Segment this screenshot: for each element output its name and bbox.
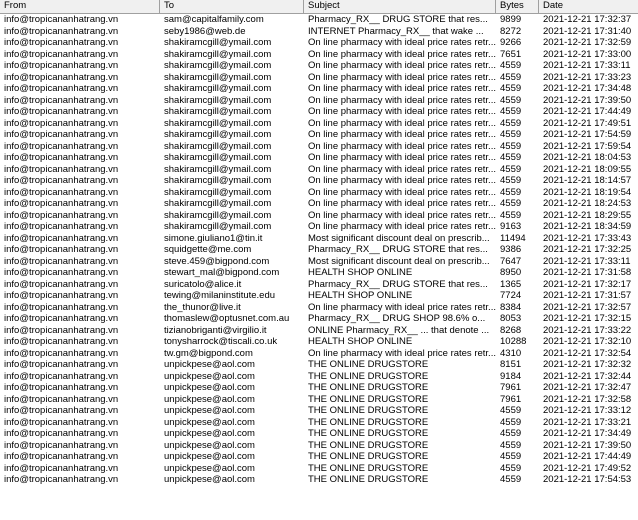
cell-subject: ONLINE Pharmacy_RX__ ... that denote ... (308, 324, 490, 336)
cell-subject: THE ONLINE DRUGSTORE (308, 382, 429, 393)
cell-to: unpickpese@aol.com (164, 382, 255, 393)
cell-date: 2021-12-21 17:33:21 (543, 416, 632, 428)
table-row[interactable] (0, 440, 638, 452)
table-row[interactable] (0, 382, 638, 394)
cell-subject: On line pharmacy with ideal price rates retr... (308, 221, 496, 232)
cell-subject: On line pharmacy with ideal price rates retr... (308, 186, 496, 198)
cell-to: unpickpese@aol.com (164, 359, 255, 370)
cell-subject: THE ONLINE DRUGSTORE (308, 393, 429, 405)
cell-to: shakiramcgill@ymail.com (164, 186, 272, 198)
table-row[interactable] (0, 60, 638, 72)
cell-to: shakiramcgill@ymail.com (164, 60, 272, 71)
table-row[interactable] (0, 141, 638, 153)
cell-bytes: 4559 (500, 129, 522, 140)
cell-to: shakiramcgill@ymail.com (164, 83, 272, 94)
cell-to: shakiramcgill@ymail.com (164, 152, 272, 163)
cell-from: info@tropicananhatrang.vn (4, 14, 119, 25)
table-row[interactable] (0, 118, 638, 130)
table-row[interactable] (0, 26, 638, 38)
cell-to: unpickpese@aol.com (164, 416, 255, 428)
cell-bytes: 8151 (500, 359, 522, 370)
cell-subject: THE ONLINE DRUGSTORE (308, 439, 429, 451)
table-row[interactable] (0, 313, 638, 325)
cell-date: 2021-12-21 17:34:49 (543, 428, 632, 439)
cell-to: unpickpese@aol.com (164, 451, 255, 462)
cell-from: info@tropicananhatrang.vn (4, 347, 119, 359)
cell-date: 2021-12-21 17:32:54 (543, 347, 632, 359)
cell-date: 2021-12-21 17:44:49 (543, 451, 632, 462)
cell-date: 2021-12-21 17:32:37 (543, 14, 632, 25)
cell-subject: On line pharmacy with ideal price rates retr... (308, 83, 496, 94)
cell-date: 2021-12-21 17:31:57 (543, 290, 632, 301)
cell-bytes: 9266 (500, 37, 522, 48)
cell-to: shakiramcgill@ymail.com (164, 198, 272, 209)
table-row[interactable] (0, 72, 638, 84)
cell-from: info@tropicananhatrang.vn (4, 25, 119, 37)
table-row[interactable] (0, 267, 638, 279)
cell-from: info@tropicananhatrang.vn (4, 175, 119, 186)
cell-subject: On line pharmacy with ideal price rates retr... (308, 117, 496, 129)
cell-subject: THE ONLINE DRUGSTORE (308, 370, 429, 382)
cell-from: info@tropicananhatrang.vn (4, 393, 119, 405)
cell-to: tw.gm@bigpond.com (164, 347, 253, 359)
cell-subject: Pharmacy_RX__ DRUG STORE that res... (308, 14, 488, 25)
cell-date: 2021-12-21 17:32:57 (543, 301, 632, 313)
cell-to: shakiramcgill@ymail.com (164, 48, 272, 60)
cell-from: info@tropicananhatrang.vn (4, 290, 119, 301)
cell-to: tewing@milaninstitute.edu (164, 290, 276, 301)
cell-bytes: 4559 (500, 60, 522, 71)
cell-bytes: 7961 (500, 393, 522, 405)
table-row[interactable] (0, 14, 638, 26)
cell-to: suricatolo@alice.it (164, 278, 242, 290)
cell-from: info@tropicananhatrang.vn (4, 163, 119, 175)
cell-date: 2021-12-21 18:04:53 (543, 152, 632, 163)
cell-to: shakiramcgill@ymail.com (164, 140, 272, 152)
cell-date: 2021-12-21 17:32:17 (543, 278, 632, 290)
cell-to: sam@capitalfamily.com (164, 14, 264, 25)
cell-from: info@tropicananhatrang.vn (4, 140, 119, 152)
cell-to: shakiramcgill@ymail.com (164, 106, 272, 117)
cell-bytes: 4559 (500, 175, 522, 186)
table-row[interactable] (0, 244, 638, 256)
cell-subject: Pharmacy_RX__ DRUG STORE that res... (308, 244, 488, 255)
table-row[interactable] (0, 417, 638, 429)
cell-to: steve.459@bigpond.com (164, 255, 270, 267)
cell-subject: On line pharmacy with ideal price rates retr... (308, 60, 496, 71)
cell-date: 2021-12-21 17:54:59 (543, 129, 632, 140)
table-row[interactable] (0, 187, 638, 199)
cell-to: shakiramcgill@ymail.com (164, 37, 272, 48)
cell-bytes: 4559 (500, 198, 522, 209)
cell-bytes: 7651 (500, 48, 522, 60)
cell-date: 2021-12-21 18:14:57 (543, 175, 632, 186)
cell-bytes: 7724 (500, 290, 522, 301)
cell-to: unpickpese@aol.com (164, 474, 255, 485)
cell-subject: On line pharmacy with ideal price rates retr... (308, 175, 496, 186)
table-row[interactable] (0, 129, 638, 141)
cell-subject: Pharmacy_RX__ DRUG SHOP 98.6% o... (308, 313, 486, 324)
cell-from: info@tropicananhatrang.vn (4, 152, 119, 163)
cell-subject: THE ONLINE DRUGSTORE (308, 428, 429, 439)
cell-date: 2021-12-21 17:33:23 (543, 71, 632, 83)
cell-bytes: 9899 (500, 14, 522, 25)
table-row[interactable] (0, 106, 638, 118)
cell-bytes: 8384 (500, 301, 522, 313)
cell-subject: On line pharmacy with ideal price rates retr... (308, 106, 496, 117)
cell-from: info@tropicananhatrang.vn (4, 451, 119, 462)
cell-date: 2021-12-21 17:44:49 (543, 106, 632, 117)
table-row[interactable] (0, 371, 638, 383)
cell-from: info@tropicananhatrang.vn (4, 60, 119, 71)
cell-bytes: 4559 (500, 209, 522, 221)
cell-bytes: 10288 (500, 336, 527, 347)
cell-to: the_thunor@live.it (164, 301, 241, 313)
cell-from: info@tropicananhatrang.vn (4, 255, 119, 267)
table-row[interactable] (0, 175, 638, 187)
cell-to: shakiramcgill@ymail.com (164, 175, 272, 186)
cell-to: stewart_mal@bigpond.com (164, 267, 280, 278)
cell-bytes: 4559 (500, 71, 522, 83)
table-row[interactable] (0, 233, 638, 245)
cell-from: info@tropicananhatrang.vn (4, 221, 119, 232)
cell-to: unpickpese@aol.com (164, 462, 255, 474)
cell-from: info@tropicananhatrang.vn (4, 267, 119, 278)
table-row[interactable] (0, 37, 638, 49)
cell-bytes: 4559 (500, 106, 522, 117)
cell-date: 2021-12-21 17:33:12 (543, 405, 632, 416)
cell-from: info@tropicananhatrang.vn (4, 83, 119, 94)
cell-from: info@tropicananhatrang.vn (4, 359, 119, 370)
table-row[interactable] (0, 279, 638, 291)
list-body (0, 14, 638, 486)
table-row[interactable] (0, 83, 638, 95)
table-row[interactable] (0, 49, 638, 61)
cell-subject: On line pharmacy with ideal price rates retr... (308, 37, 496, 48)
list-header (0, 0, 638, 14)
cell-date: 2021-12-21 18:19:54 (543, 186, 632, 198)
cell-date: 2021-12-21 17:32:32 (543, 359, 632, 370)
table-row[interactable] (0, 164, 638, 176)
cell-date: 2021-12-21 17:31:58 (543, 267, 632, 278)
cell-subject: INTERNET Pharmacy_RX__ that wake ... (308, 25, 484, 37)
cell-bytes: 9184 (500, 370, 522, 382)
cell-subject: THE ONLINE DRUGSTORE (308, 451, 429, 462)
cell-bytes: 4559 (500, 94, 522, 106)
table-row[interactable] (0, 210, 638, 222)
cell-date: 2021-12-21 17:32:58 (543, 393, 632, 405)
cell-from: info@tropicananhatrang.vn (4, 129, 119, 140)
cell-bytes: 9163 (500, 221, 522, 232)
cell-subject: Most significant discount deal on prescrib... (308, 232, 490, 244)
cell-bytes: 4559 (500, 117, 522, 129)
cell-from: info@tropicananhatrang.vn (4, 428, 119, 439)
cell-date: 2021-12-21 17:32:59 (543, 37, 632, 48)
cell-bytes: 4559 (500, 462, 522, 474)
table-row[interactable] (0, 474, 638, 486)
cell-bytes: 4559 (500, 152, 522, 163)
cell-to: unpickpese@aol.com (164, 405, 255, 416)
cell-bytes: 4559 (500, 163, 522, 175)
cell-bytes: 4559 (500, 83, 522, 94)
cell-from: info@tropicananhatrang.vn (4, 37, 119, 48)
cell-from: info@tropicananhatrang.vn (4, 405, 119, 416)
column-header-subject[interactable]: Subject (304, 0, 496, 13)
cell-bytes: 8268 (500, 324, 522, 336)
cell-bytes: 8272 (500, 25, 522, 37)
table-row[interactable] (0, 221, 638, 233)
cell-to: shakiramcgill@ymail.com (164, 209, 272, 221)
cell-bytes: 4559 (500, 439, 522, 451)
cell-to: seby1986@web.de (164, 25, 246, 37)
cell-subject: On line pharmacy with ideal price rates retr... (308, 347, 496, 359)
cell-from: info@tropicananhatrang.vn (4, 186, 119, 198)
cell-date: 2021-12-21 17:31:40 (543, 25, 632, 37)
cell-bytes: 11494 (500, 232, 526, 244)
cell-from: info@tropicananhatrang.vn (4, 209, 119, 221)
cell-to: shakiramcgill@ymail.com (164, 221, 272, 232)
cell-date: 2021-12-21 17:33:22 (543, 324, 632, 336)
cell-bytes: 4559 (500, 405, 522, 416)
cell-from: info@tropicananhatrang.vn (4, 232, 119, 244)
cell-to: thomaslew@optusnet.com.au (164, 313, 290, 324)
table-row[interactable] (0, 394, 638, 406)
cell-date: 2021-12-21 17:32:25 (543, 244, 632, 255)
cell-from: info@tropicananhatrang.vn (4, 117, 119, 129)
cell-to: unpickpese@aol.com (164, 428, 255, 439)
cell-date: 2021-12-21 17:33:43 (543, 232, 632, 244)
cell-from: info@tropicananhatrang.vn (4, 370, 119, 382)
cell-subject: THE ONLINE DRUGSTORE (308, 474, 429, 485)
cell-to: squidgette@me.com (164, 244, 252, 255)
cell-date: 2021-12-21 17:33:00 (543, 48, 632, 60)
cell-date: 2021-12-21 17:49:52 (543, 462, 632, 474)
cell-to: shakiramcgill@ymail.com (164, 117, 272, 129)
cell-bytes: 8053 (500, 313, 522, 324)
cell-from: info@tropicananhatrang.vn (4, 416, 119, 428)
cell-to: shakiramcgill@ymail.com (164, 71, 272, 83)
cell-from: info@tropicananhatrang.vn (4, 244, 119, 255)
cell-subject: On line pharmacy with ideal price rates retr... (308, 152, 496, 163)
cell-date: 2021-12-21 17:59:54 (543, 140, 632, 152)
table-row[interactable] (0, 428, 638, 440)
cell-to: unpickpese@aol.com (164, 439, 255, 451)
cell-subject: On line pharmacy with ideal price rates retr... (308, 48, 496, 60)
cell-subject: HEALTH SHOP ONLINE (308, 336, 413, 347)
cell-subject: On line pharmacy with ideal price rates retr... (308, 129, 496, 140)
table-row[interactable] (0, 95, 638, 107)
cell-date: 2021-12-21 17:34:48 (543, 83, 632, 94)
cell-bytes: 7961 (500, 382, 522, 393)
cell-bytes: 4559 (500, 451, 522, 462)
cell-from: info@tropicananhatrang.vn (4, 71, 119, 83)
table-row[interactable] (0, 198, 638, 210)
table-row[interactable] (0, 348, 638, 360)
cell-to: tonysharrock@tiscali.co.uk (164, 336, 278, 347)
table-row[interactable] (0, 359, 638, 371)
cell-date: 2021-12-21 17:32:47 (543, 382, 632, 393)
cell-from: info@tropicananhatrang.vn (4, 278, 119, 290)
table-row[interactable] (0, 302, 638, 314)
cell-date: 2021-12-21 17:49:51 (543, 117, 632, 129)
column-header-from[interactable]: From (0, 0, 160, 13)
cell-from: info@tropicananhatrang.vn (4, 106, 119, 117)
cell-subject: On line pharmacy with ideal price rates retr... (308, 140, 496, 152)
cell-to: tizianobriganti@virgilio.it (164, 324, 267, 336)
cell-subject: On line pharmacy with ideal price rates retr... (308, 209, 496, 221)
cell-date: 2021-12-21 17:39:50 (543, 439, 632, 451)
table-row[interactable] (0, 405, 638, 417)
cell-subject: THE ONLINE DRUGSTORE (308, 359, 429, 370)
cell-to: shakiramcgill@ymail.com (164, 129, 272, 140)
cell-from: info@tropicananhatrang.vn (4, 462, 119, 474)
cell-subject: THE ONLINE DRUGSTORE (308, 405, 429, 416)
cell-subject: Pharmacy_RX__ DRUG STORE that res... (308, 278, 488, 290)
cell-from: info@tropicananhatrang.vn (4, 313, 119, 324)
cell-subject: On line pharmacy with ideal price rates retr... (308, 94, 496, 106)
cell-to: unpickpese@aol.com (164, 370, 255, 382)
table-row[interactable] (0, 336, 638, 348)
cell-subject: On line pharmacy with ideal price rates retr... (308, 163, 496, 175)
cell-from: info@tropicananhatrang.vn (4, 48, 119, 60)
cell-to: shakiramcgill@ymail.com (164, 94, 272, 106)
table-row[interactable] (0, 290, 638, 302)
table-row[interactable] (0, 256, 638, 268)
column-header-date[interactable]: Date (543, 0, 564, 11)
column-header-bytes[interactable]: Bytes (496, 0, 539, 13)
cell-bytes: 4310 (500, 347, 522, 359)
cell-from: info@tropicananhatrang.vn (4, 336, 119, 347)
cell-bytes: 7647 (500, 255, 522, 267)
cell-subject: THE ONLINE DRUGSTORE (308, 462, 429, 474)
table-row[interactable] (0, 463, 638, 475)
cell-from: info@tropicananhatrang.vn (4, 94, 119, 106)
cell-from: info@tropicananhatrang.vn (4, 439, 119, 451)
cell-bytes: 9386 (500, 244, 522, 255)
cell-date: 2021-12-21 18:09:55 (543, 163, 632, 175)
cell-date: 2021-12-21 17:39:50 (543, 94, 632, 106)
cell-subject: HEALTH SHOP ONLINE (308, 290, 413, 301)
cell-date: 2021-12-21 17:32:44 (543, 370, 632, 382)
cell-date: 2021-12-21 18:24:53 (543, 198, 632, 209)
cell-to: shakiramcgill@ymail.com (164, 163, 272, 175)
cell-from: info@tropicananhatrang.vn (4, 324, 119, 336)
cell-from: info@tropicananhatrang.vn (4, 474, 119, 485)
cell-bytes: 4559 (500, 474, 522, 485)
cell-bytes: 4559 (500, 140, 522, 152)
cell-date: 2021-12-21 17:32:10 (543, 336, 632, 347)
column-header-to[interactable]: To (160, 0, 304, 13)
table-row[interactable] (0, 325, 638, 337)
cell-subject: Most significant discount deal on prescrib... (308, 255, 490, 267)
cell-bytes: 4559 (500, 186, 522, 198)
cell-subject: HEALTH SHOP ONLINE (308, 267, 413, 278)
cell-bytes: 4559 (500, 416, 522, 428)
table-row[interactable] (0, 152, 638, 164)
cell-from: info@tropicananhatrang.vn (4, 301, 119, 313)
cell-to: simone.giuliano1@tin.it (164, 232, 263, 244)
cell-bytes: 1365 (500, 278, 522, 290)
cell-date: 2021-12-21 17:54:53 (543, 474, 632, 485)
cell-date: 2021-12-21 17:33:11 (543, 255, 631, 267)
cell-from: info@tropicananhatrang.vn (4, 382, 119, 393)
cell-subject: THE ONLINE DRUGSTORE (308, 416, 429, 428)
cell-bytes: 4559 (500, 428, 522, 439)
cell-bytes: 8950 (500, 267, 522, 278)
cell-to: unpickpese@aol.com (164, 393, 255, 405)
cell-subject: On line pharmacy with ideal price rates retr... (308, 198, 496, 209)
table-row[interactable] (0, 451, 638, 463)
cell-subject: On line pharmacy with ideal price rates retr... (308, 301, 496, 313)
cell-date: 2021-12-21 17:33:11 (543, 60, 631, 71)
cell-date: 2021-12-21 18:29:55 (543, 209, 632, 221)
cell-date: 2021-12-21 17:32:15 (543, 313, 632, 324)
cell-from: info@tropicananhatrang.vn (4, 198, 119, 209)
cell-date: 2021-12-21 18:34:59 (543, 221, 632, 232)
cell-subject: On line pharmacy with ideal price rates retr... (308, 71, 496, 83)
